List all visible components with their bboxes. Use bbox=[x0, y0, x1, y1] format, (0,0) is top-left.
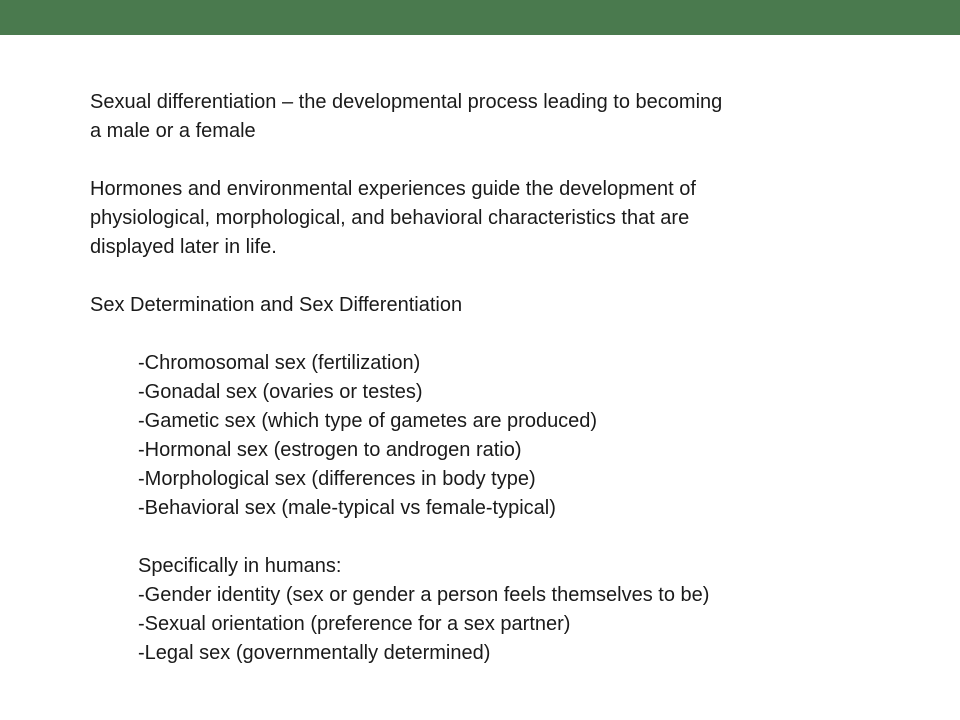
hormones-line: physiological, morphological, and behavioral characteristics that are bbox=[90, 207, 690, 229]
hormones-line: displayed later in life. bbox=[90, 236, 277, 258]
definition-line: a male or a female bbox=[90, 120, 256, 142]
humans-list bbox=[90, 552, 880, 668]
definition-paragraph bbox=[90, 88, 880, 146]
header-bar bbox=[0, 0, 960, 35]
list-item: -Morphological sex (differences in body type) bbox=[138, 468, 536, 490]
humans-heading: Specifically in humans: bbox=[138, 555, 342, 577]
hormones-line: Hormones and environmental experiences guide the development of bbox=[90, 178, 696, 200]
list-item: -Hormonal sex (estrogen to androgen ratio) bbox=[138, 439, 522, 461]
list-item: -Legal sex (governmentally determined) bbox=[138, 642, 491, 664]
list-item: -Behavioral sex (male-typical vs female-typical) bbox=[138, 497, 556, 519]
spacer bbox=[90, 320, 880, 349]
slide-body bbox=[90, 88, 880, 668]
definition-line: Sexual differentiation – the developmental process leading to becoming bbox=[90, 91, 723, 113]
list-item: -Gonadal sex (ovaries or testes) bbox=[138, 381, 423, 403]
list-item: -Chromosomal sex (fertilization) bbox=[138, 352, 421, 374]
spacer bbox=[90, 523, 880, 552]
spacer bbox=[90, 146, 880, 175]
list-item: -Gametic sex (which type of gametes are produced) bbox=[138, 410, 598, 432]
hormones-paragraph bbox=[90, 175, 880, 262]
list-item: -Sexual orientation (preference for a sex partner) bbox=[138, 613, 571, 635]
spacer bbox=[90, 262, 880, 291]
sex-types-list bbox=[90, 349, 880, 523]
section-heading: Sex Determination and Sex Differentiation bbox=[90, 294, 463, 316]
list-item: -Gender identity (sex or gender a person feels themselves to be) bbox=[138, 584, 710, 606]
